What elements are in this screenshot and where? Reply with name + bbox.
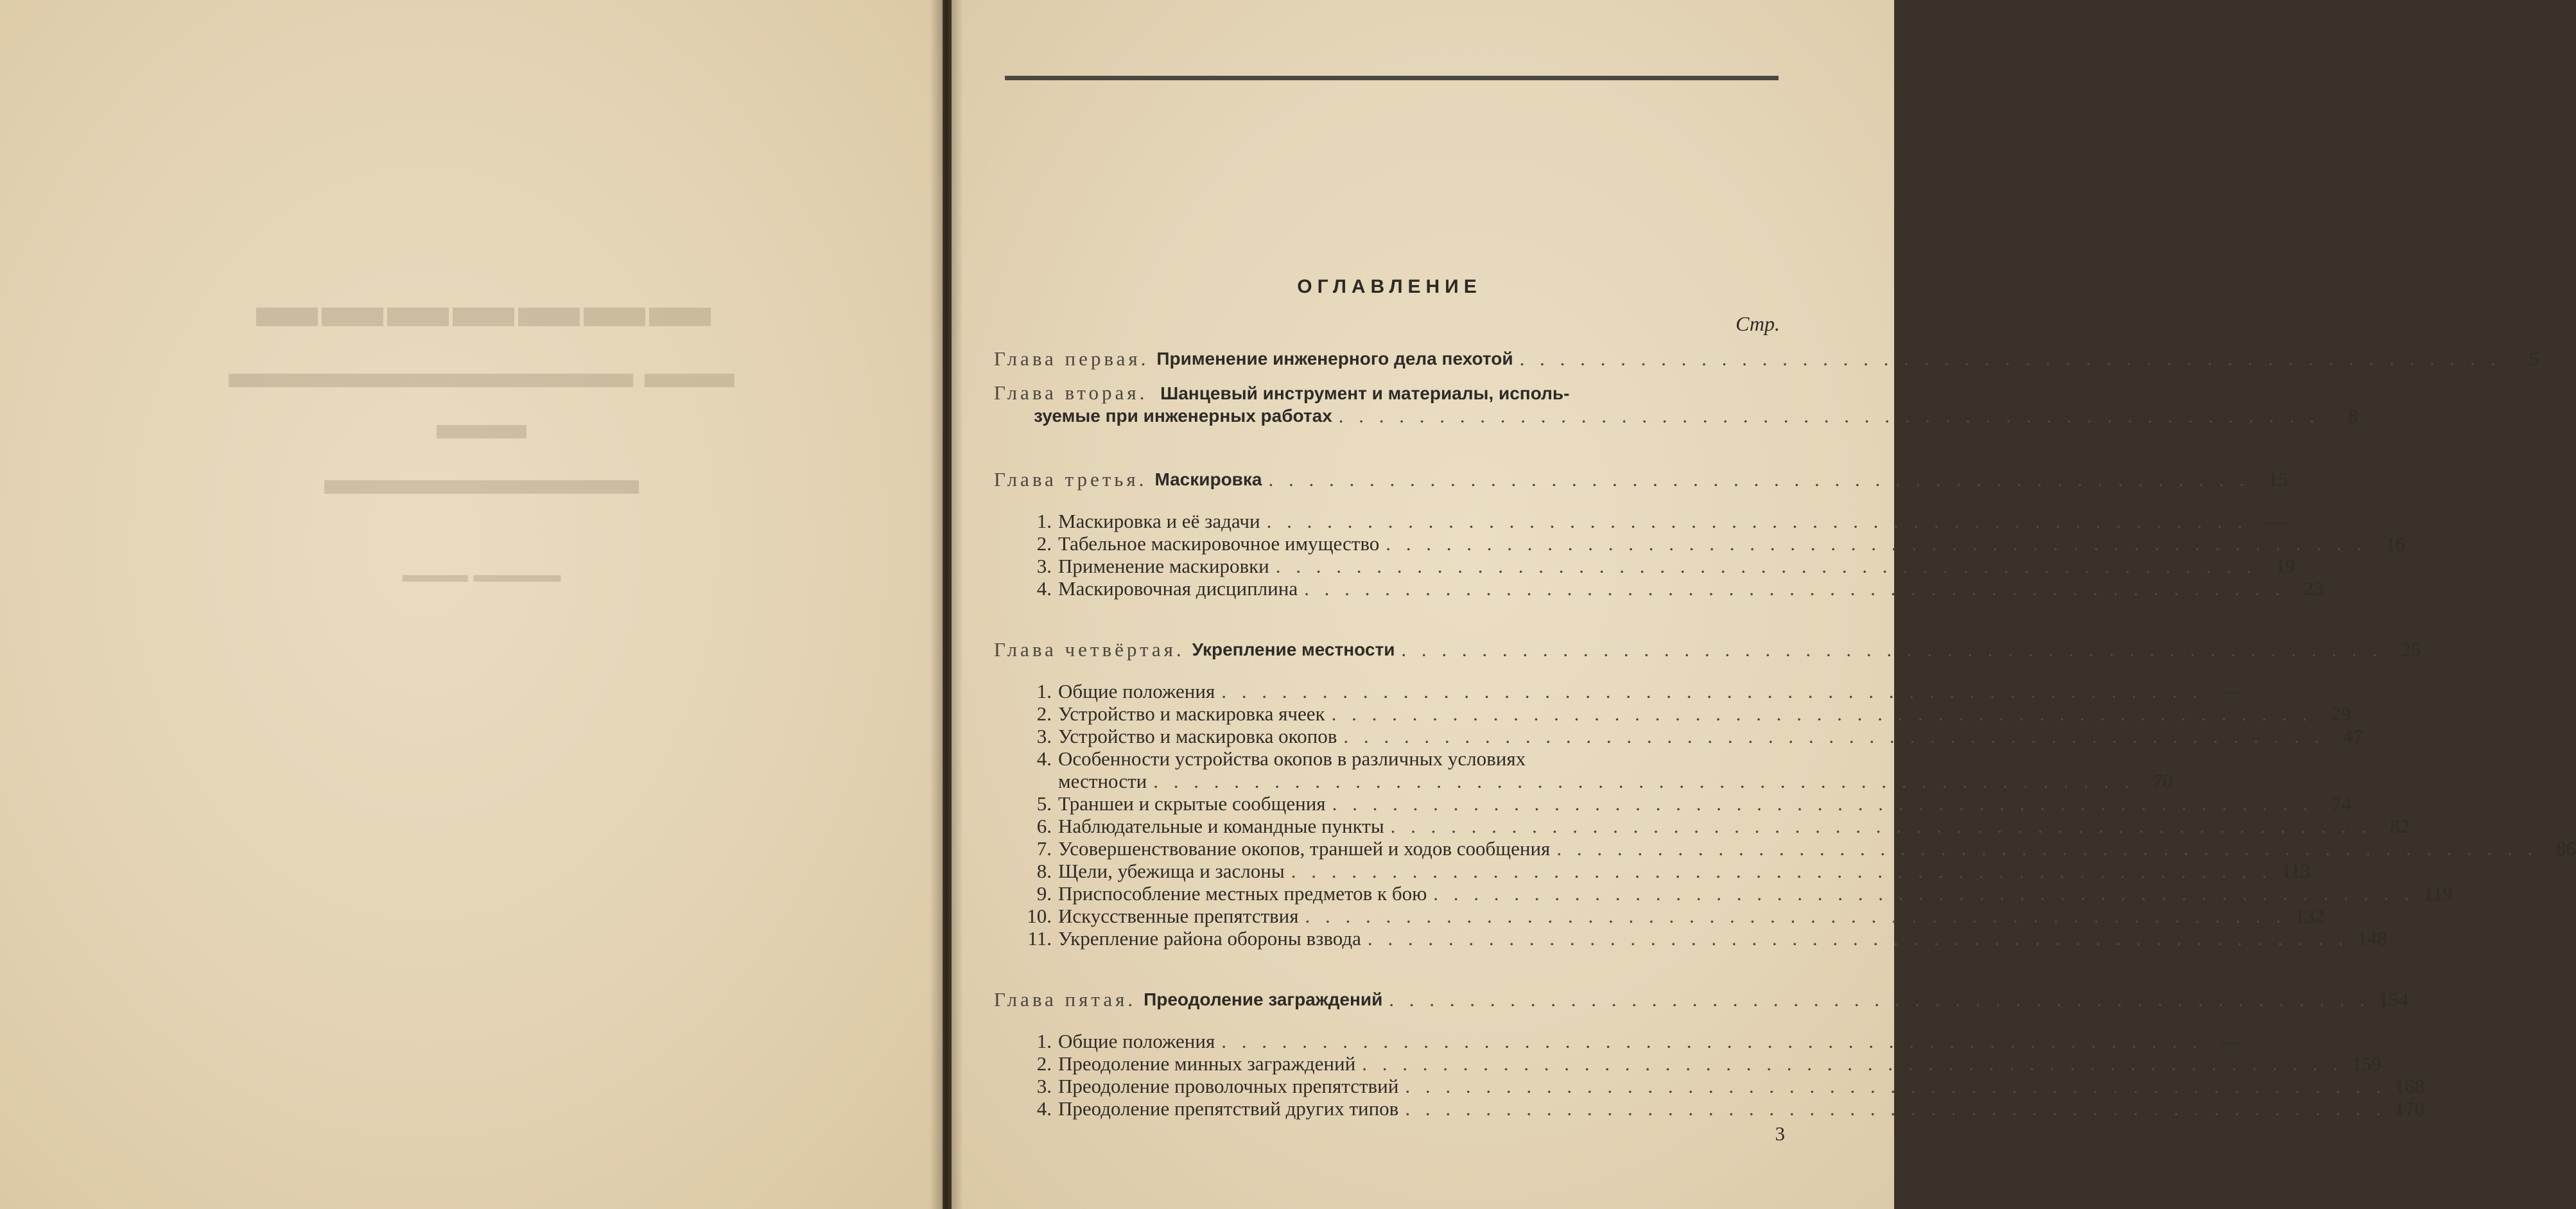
section-title: Маскировочная дисциплина xyxy=(1058,577,1298,600)
toc-section[interactable] xyxy=(994,577,2324,600)
toc-section[interactable] xyxy=(994,702,2351,725)
section-title: Применение маскировки xyxy=(1058,555,1269,577)
page-number: 3 xyxy=(1775,1122,1785,1145)
dot-leader: . . . . . . . . . . . . . . . . . . . . . . . . . . . . . . . . . . . . . . . . . . . . . . . . . xyxy=(1331,702,2313,725)
left-page xyxy=(0,0,943,1209)
dot-leader: . . . . . . . . . . . . . . . . . . . . . . . . . . . . . . . . . . . . . . . . . . . . . . . . . xyxy=(1221,680,2202,702)
section-title: Устройство и маскировка окопов xyxy=(1058,725,1337,747)
toc-section[interactable] xyxy=(994,510,2286,532)
page-column-label: Стр. xyxy=(1736,312,1780,335)
section-page: 74 xyxy=(2331,792,2352,815)
toc-section[interactable] xyxy=(994,837,2576,860)
chapter-prefix: Глава первая. xyxy=(994,347,1149,370)
toc-section[interactable] xyxy=(994,815,2410,837)
toc-title: ОГЛАВЛЕНИЕ xyxy=(1297,276,1482,297)
dot-leader: . . . . . . . . . . . . . . . . . . . . . . . . . . . . . . . . . . . . . . . . . . . . . . . . . xyxy=(1221,1030,2202,1052)
toc-section[interactable] xyxy=(994,747,2173,792)
section-title: Преодоление минных заграждений xyxy=(1058,1052,1356,1075)
dot-leader: . . . . . . . . . . . . . . . . . . . . . . . . . . . . . . . . . . . . . . . . . . . . . . . . . xyxy=(1304,577,2285,600)
section-number: 8. xyxy=(1036,860,1052,882)
toc-section[interactable] xyxy=(994,1097,2425,1120)
section-page: 159 xyxy=(2351,1052,2381,1075)
section-page: — xyxy=(2266,510,2286,532)
section-number: 10. xyxy=(1027,905,1052,927)
section-number: 9. xyxy=(1036,882,1052,905)
section-page: 70 xyxy=(2152,770,2173,792)
chapter-4-sections xyxy=(994,680,2576,950)
chapter-title: Маскировка xyxy=(1154,469,1262,489)
section-title: Укрепление района обороны взвода xyxy=(1058,927,1361,950)
section-number: 3. xyxy=(1036,555,1052,577)
section-title: Приспособление местных предметов к бою xyxy=(1058,882,1427,905)
dot-leader: . . . . . . . . . . . . . . . . . . . . . . . . . . . . . . . . . . . . . . . . . . . . . . . . . xyxy=(1291,860,2272,882)
section-number: 2. xyxy=(1036,702,1052,725)
section-title: Преодоление препятствий других типов xyxy=(1058,1097,1399,1120)
dot-leader: . . . . . . . . . . . . . . . . . . . . . . . . . . . . . . . . . . . . . . . . . . . . . . . . . xyxy=(1405,1075,2387,1097)
dot-leader: . . . . . . . . . . . . . . . . . . . . . . . . . . . . . . . . . . . . . . . . . . . . . . . . . xyxy=(1266,510,2248,532)
section-page: 170 xyxy=(2394,1097,2425,1120)
dot-leader: . . . . . . . . . . . . . . . . . . . . . . . . . . . . . . . . . . . . . . . . . . . . . . . . . xyxy=(1362,1052,2343,1075)
section-title: Усовершенствование окопов, траншей и ходов сообщения xyxy=(1058,837,1551,860)
toc-section[interactable] xyxy=(994,1052,2381,1075)
table-of-contents xyxy=(994,276,2576,1120)
section-page: 16 xyxy=(2385,532,2405,555)
chapter-title-line2: зуемые при инженерных работах xyxy=(1034,406,1332,426)
chapter-page: 8 xyxy=(2348,404,2358,427)
section-number: 3. xyxy=(1036,725,1052,747)
section-page: 19 xyxy=(2275,555,2295,577)
section-title-line1: Особенности устройства окопов в различных условиях xyxy=(1058,747,1526,770)
section-page: 23 xyxy=(2303,577,2324,600)
dot-leader: . . . . . . . . . . . . . . . . . . . . . . . . . . . . . . . . . . . . . . . . . . . . . . . . . xyxy=(1386,532,2367,555)
section-title: Преодоление проволочных препятствий xyxy=(1058,1075,1399,1097)
toc-section[interactable] xyxy=(994,680,2241,702)
section-number: 1. xyxy=(1036,680,1052,702)
section-number: 2. xyxy=(1036,532,1052,555)
toc-section[interactable] xyxy=(994,882,2453,905)
dot-leader: . . . . . . . . . . . . . . . . . . . . . . . . . . . . . . . . . . . . . . . . . . . . . . . . . xyxy=(1519,347,2501,370)
toc-chapter-1[interactable] xyxy=(994,347,2539,370)
section-page: 132 xyxy=(2294,905,2325,927)
chapter-page: 15 xyxy=(2268,468,2288,491)
section-page: 148 xyxy=(2357,927,2387,950)
bleed-through-text: ▬▬▬▬▬▬▬ ▬▬ ▬▬▬▬▬▬▬▬▬ ▬▬ ▬▬▬▬▬▬▬ ▬▬▬▬ ▬▬▬ xyxy=(229,271,735,587)
toc-section[interactable] xyxy=(994,860,2311,882)
chapter-title-line1: Шанцевый инструмент и материалы, исполь- xyxy=(1160,383,1570,403)
dot-leader: . . . . . . . . . . . . . . . . . . . . . . . . . . . . . . . . . . . . . . . . . . . . . . . . . xyxy=(1305,905,2286,927)
toc-section[interactable] xyxy=(994,905,2325,927)
dot-leader: . . . . . . . . . . . . . . . . . . . . . . . . . . . . . . . . . . . . . . . . . . . . . . . . . xyxy=(1343,725,2325,747)
chapter-title: Укрепление местности xyxy=(1192,639,1395,659)
section-title: Искусственные препятствия xyxy=(1058,905,1299,927)
section-page: — xyxy=(2220,680,2241,702)
section-number: 4. xyxy=(1036,577,1052,600)
section-title: Общие положения xyxy=(1058,1030,1215,1052)
section-title-line2: местности xyxy=(1058,770,1147,792)
section-page: 86 xyxy=(2556,837,2576,860)
dot-leader: . . . . . . . . . . . . . . . . . . . . . . . . . . . . . . . . . . . . . . . . . . . . . . . . . xyxy=(1153,770,2134,792)
section-number: 4. xyxy=(1036,1097,1052,1120)
dot-leader: . . . . . . . . . . . . . . . . . . . . . . . . . . . . . . . . . . . . . . . . . . . . . . . . . xyxy=(1405,1097,2387,1120)
chapter-page: 5 xyxy=(2528,347,2539,370)
toc-section[interactable] xyxy=(994,792,2352,815)
section-title: Траншеи и скрытые сообщения xyxy=(1058,792,1326,815)
section-number: 1. xyxy=(1036,510,1052,532)
section-title: Наблюдательные и командные пункты xyxy=(1058,815,1384,837)
chapter-page: 25 xyxy=(2401,638,2421,661)
chapter-page: 154 xyxy=(2378,988,2409,1011)
section-page: — xyxy=(2220,1030,2241,1052)
toc-section[interactable] xyxy=(994,725,2363,747)
dot-leader: . . . . . . . . . . . . . . . . . . . . . . . . . . . . . . . . . . . . . . . . . . . . . . . . . xyxy=(1401,638,2383,661)
chapter-title: Применение инженерного дела пехотой xyxy=(1156,349,1513,369)
section-number: 2. xyxy=(1036,1052,1052,1075)
toc-chapter-3[interactable] xyxy=(994,468,2288,491)
section-page: 82 xyxy=(2390,815,2410,837)
toc-chapter-5[interactable] xyxy=(994,988,2409,1011)
section-number: 5. xyxy=(1036,792,1052,815)
section-title: Общие положения xyxy=(1058,680,1215,702)
section-number: 1. xyxy=(1036,1030,1052,1052)
dot-leader: . . . . . . . . . . . . . . . . . . . . . . . . . . . . . . . . . . . . . . . . . . . . . . . . . xyxy=(1332,792,2313,815)
header-rule xyxy=(1005,76,1779,80)
dot-leader: . . . . . . . . . . . . . . . . . . . . . . . . . . . . . . . . . . . . . . . . . . . . . . . . . xyxy=(1275,555,2257,577)
section-number: 3. xyxy=(1036,1075,1052,1097)
toc-section[interactable] xyxy=(994,532,2405,555)
section-title: Маскировка и её задачи xyxy=(1058,510,1260,532)
section-number: 6. xyxy=(1036,815,1052,837)
section-title: Щели, убежища и заслоны xyxy=(1058,860,1285,882)
chapter-prefix: Глава третья. xyxy=(994,468,1147,491)
chapter-prefix: Глава пятая. xyxy=(994,988,1136,1011)
section-number: 11. xyxy=(1027,927,1052,950)
dot-leader: . . . . . . . . . . . . . . . . . . . . . . . . . . . . . . . . . . . . . . . . . . . . . . . . . xyxy=(1390,815,2372,837)
toc-section[interactable] xyxy=(994,1030,2241,1052)
section-page: 119 xyxy=(2423,882,2453,905)
chapter-3-sections xyxy=(994,510,2405,600)
chapter-5-sections xyxy=(994,1030,2425,1120)
chapter-prefix: Глава четвёртая. xyxy=(994,638,1185,661)
section-title: Табельное маскировочное имущество xyxy=(1058,532,1380,555)
dot-leader: . . . . . . . . . . . . . . . . . . . . . . . . . . . . . . . . . . . . . . . . . . . . . . . . . xyxy=(1367,927,2349,950)
section-page: 113 xyxy=(2281,860,2311,882)
section-page: 168 xyxy=(2394,1075,2425,1097)
toc-chapter-4[interactable] xyxy=(994,638,2421,661)
section-number: 4. xyxy=(1036,747,1052,770)
toc-section[interactable] xyxy=(994,927,2387,950)
toc-section[interactable] xyxy=(994,1075,2425,1097)
dot-leader: . . . . . . . . . . . . . . . . . . . . . . . . . . . . . . . . . . . . . . . . . . . . . . . . . xyxy=(1338,404,2320,427)
dot-leader: . . . . . . . . . . . . . . . . . . . . . . . . . . . . . . . . . . . . . . . . . . . . . . . . . xyxy=(1556,837,2538,860)
dot-leader: . . . . . . . . . . . . . . . . . . . . . . . . . . . . . . . . . . . . . . . . . . . . . . . . . xyxy=(1389,988,2371,1011)
section-number: 7. xyxy=(1036,837,1052,860)
section-page: 29 xyxy=(2331,702,2351,725)
section-page: 47 xyxy=(2343,725,2363,747)
book-gutter xyxy=(930,0,963,1209)
chapter-prefix: Глава вторая. xyxy=(994,381,1148,404)
chapter-title: Преодоление заграждений xyxy=(1144,989,1383,1009)
dot-leader: . . . . . . . . . . . . . . . . . . . . . . . . . . . . . . . . . . . . . . . . . . . . . . . . . xyxy=(1433,882,2415,905)
dot-leader: . . . . . . . . . . . . . . . . . . . . . . . . . . . . . . . . . . . . . . . . . . . . . . . . . xyxy=(1268,468,2250,491)
toc-chapter-2[interactable] xyxy=(994,381,2358,427)
toc-section[interactable] xyxy=(994,555,2295,577)
section-title: Устройство и маскировка ячеек xyxy=(1058,702,1325,725)
